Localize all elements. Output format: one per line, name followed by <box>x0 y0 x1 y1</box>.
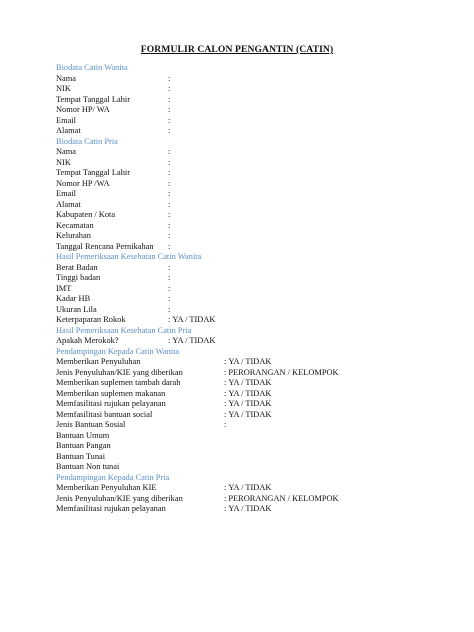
smoking-value: YA / TIDAK <box>172 336 216 345</box>
field-colon: : <box>168 210 171 219</box>
field-colon: : <box>168 304 171 314</box>
field-label: Tempat Tanggal Lahir <box>56 94 131 104</box>
option-row <box>56 357 444 368</box>
option-row <box>56 483 444 494</box>
field-label: Nama <box>56 147 76 156</box>
field-colon: : <box>168 199 171 209</box>
field-colon: : <box>168 283 171 293</box>
bantuan-label: Bantuan Tunai <box>56 451 106 461</box>
form-field-row <box>56 273 444 284</box>
form-field-row <box>56 105 444 116</box>
form-field-row <box>56 284 444 295</box>
section-heading <box>56 252 444 263</box>
option-label: Memberikan Penyuluhan KIE <box>56 483 157 492</box>
field-colon: : <box>168 147 171 156</box>
option-colon: : YA / TIDAK <box>224 388 272 398</box>
option-label: Jenis Bantuan Sosial <box>56 420 126 429</box>
section-heading-label: Hasil Pemeriksaan Kesehatan Catin Pria <box>56 325 192 335</box>
smoking-label: Keterpaparan Rokok <box>56 315 126 324</box>
bantuan-row <box>56 452 444 463</box>
section-heading-label: Hasil Pemeriksaan Kesehatan Catin Wanita <box>56 252 202 261</box>
field-colon: : <box>168 241 171 251</box>
field-colon: : <box>168 273 171 282</box>
smoking-colon: : YA / TIDAK <box>168 315 216 324</box>
smoking-row <box>56 336 444 347</box>
form-field-row <box>56 189 444 200</box>
field-label: Nomor HP /WA <box>56 178 110 188</box>
field-label: Tempat Tanggal Lahir <box>56 168 131 177</box>
form-field-row <box>56 263 444 274</box>
smoking-value: YA / TIDAK <box>172 315 216 324</box>
option-label: Jenis Penyuluhan/KIE yang diberikan <box>56 367 183 377</box>
form-field-row <box>56 116 444 127</box>
field-colon: : <box>168 231 171 240</box>
form-field-row <box>56 231 444 242</box>
form-field-row <box>56 179 444 190</box>
form-field-row <box>56 305 444 316</box>
field-label: Email <box>56 189 77 198</box>
bantuan-label: Bantuan Pangan <box>56 441 111 450</box>
form-field-row <box>56 95 444 106</box>
form-field-row <box>56 147 444 158</box>
field-label: Kadar HB <box>56 294 91 303</box>
form-field-row <box>56 210 444 221</box>
option-label: Memfasilitasi bantuan social <box>56 409 153 419</box>
option-colon: : YA / TIDAK <box>224 357 272 366</box>
field-colon: : <box>168 84 171 93</box>
option-label: Memberikan suplemen makanan <box>56 388 166 398</box>
option-row <box>56 368 444 379</box>
option-label: Memfasilitasi rujukan pelayanan <box>56 399 166 408</box>
option-row <box>56 410 444 421</box>
form-field-row <box>56 200 444 211</box>
form-field-row <box>56 158 444 169</box>
bantuan-row <box>56 431 444 442</box>
form-field-row <box>56 221 444 232</box>
option-row <box>56 420 444 431</box>
option-value: PERORANGAN / KELOMPOK <box>228 493 339 503</box>
field-label: NIK <box>56 84 71 93</box>
option-colon: : YA / TIDAK <box>224 409 272 419</box>
option-colon: : YA / TIDAK <box>224 399 272 408</box>
section-heading-label: Biodata Catin Pria <box>56 136 118 146</box>
option-value: YA / TIDAK <box>228 378 272 387</box>
field-colon: : <box>168 126 171 135</box>
bantuan-label: Bantuan Non tunai <box>56 462 120 471</box>
section-heading-label: Pendampingan Kepada Catin Wanita <box>56 346 180 356</box>
field-colon: : <box>168 73 171 83</box>
field-colon: : <box>168 220 171 230</box>
section-heading <box>56 326 444 337</box>
field-colon: : <box>168 115 171 125</box>
option-label: Jenis Penyuluhan/KIE yang diberikan <box>56 493 183 503</box>
option-value: YA / TIDAK <box>228 388 272 398</box>
bantuan-row <box>56 441 444 452</box>
form-field-row <box>56 84 444 95</box>
option-label: Memberikan suplemen tambah darah <box>56 378 181 387</box>
form-field-row <box>56 242 444 253</box>
form-field-row <box>56 294 444 305</box>
form-title: FORMULIR CALON PENGANTIN (CATIN) <box>140 44 334 55</box>
option-row <box>56 389 444 400</box>
section-heading <box>56 137 444 148</box>
option-label: Memfasilitasi rujukan pelayanan <box>56 504 166 513</box>
field-label: Kecamatan <box>56 220 94 230</box>
option-colon: : <box>224 420 227 429</box>
section-heading <box>56 347 444 358</box>
form-field-row <box>56 74 444 85</box>
field-colon: : <box>168 178 171 188</box>
field-label: IMT <box>56 283 72 293</box>
section-heading-label: Biodata Catin Wanita <box>56 63 128 72</box>
field-label: Alamat <box>56 126 81 135</box>
field-colon: : <box>168 94 171 104</box>
option-row <box>56 504 444 515</box>
field-label: Kabupaten / Kota <box>56 210 116 219</box>
field-colon: : <box>168 105 171 114</box>
option-colon: : YA / TIDAK <box>224 378 272 387</box>
bantuan-label: Bantuan Umum <box>56 430 110 440</box>
field-colon: : <box>168 168 171 177</box>
form-field-row <box>56 126 444 137</box>
option-colon: : YA / TIDAK <box>224 504 272 513</box>
option-value: YA / TIDAK <box>228 357 272 366</box>
option-value: YA / TIDAK <box>228 504 272 513</box>
option-label: Memberikan Penyuluhan <box>56 357 141 366</box>
field-label: Email <box>56 115 77 125</box>
field-label: Tanggal Rencana Pernikahan <box>56 241 154 251</box>
option-row <box>56 378 444 389</box>
section-heading-label: Pendampingan Kepada Catin Pria <box>56 472 170 482</box>
smoking-label: Apakah Merokok? <box>56 336 119 345</box>
option-row <box>56 494 444 505</box>
option-value: YA / TIDAK <box>228 399 272 408</box>
option-row <box>56 399 444 410</box>
field-colon: : <box>168 294 171 303</box>
option-value: YA / TIDAK <box>228 409 272 419</box>
option-value: PERORANGAN / KELOMPOK <box>228 367 339 377</box>
option-colon: : YA / TIDAK <box>224 483 272 492</box>
bantuan-row <box>56 462 444 473</box>
form-field-row <box>56 168 444 179</box>
section-heading <box>56 473 444 484</box>
field-label: Nama <box>56 73 76 83</box>
option-value: YA / TIDAK <box>228 483 272 492</box>
field-label: NIK <box>56 157 71 167</box>
section-heading <box>56 63 444 74</box>
option-colon: : PERORANGAN / KELOMPOK <box>224 493 339 503</box>
smoking-row <box>56 315 444 326</box>
smoking-colon: : YA / TIDAK <box>168 336 216 345</box>
field-label: Kelurahan <box>56 231 91 240</box>
field-colon: : <box>168 157 171 167</box>
form-content <box>56 63 444 515</box>
field-colon: : <box>168 262 171 272</box>
field-label: Nomor HP/ WA <box>56 105 110 114</box>
field-label: Alamat <box>56 199 81 209</box>
field-colon: : <box>168 189 171 198</box>
field-label: Ukuran Lila <box>56 304 97 314</box>
option-colon: : PERORANGAN / KELOMPOK <box>224 367 339 377</box>
field-label: Berat Badan <box>56 262 98 272</box>
field-label: Tinggi badan <box>56 273 101 282</box>
